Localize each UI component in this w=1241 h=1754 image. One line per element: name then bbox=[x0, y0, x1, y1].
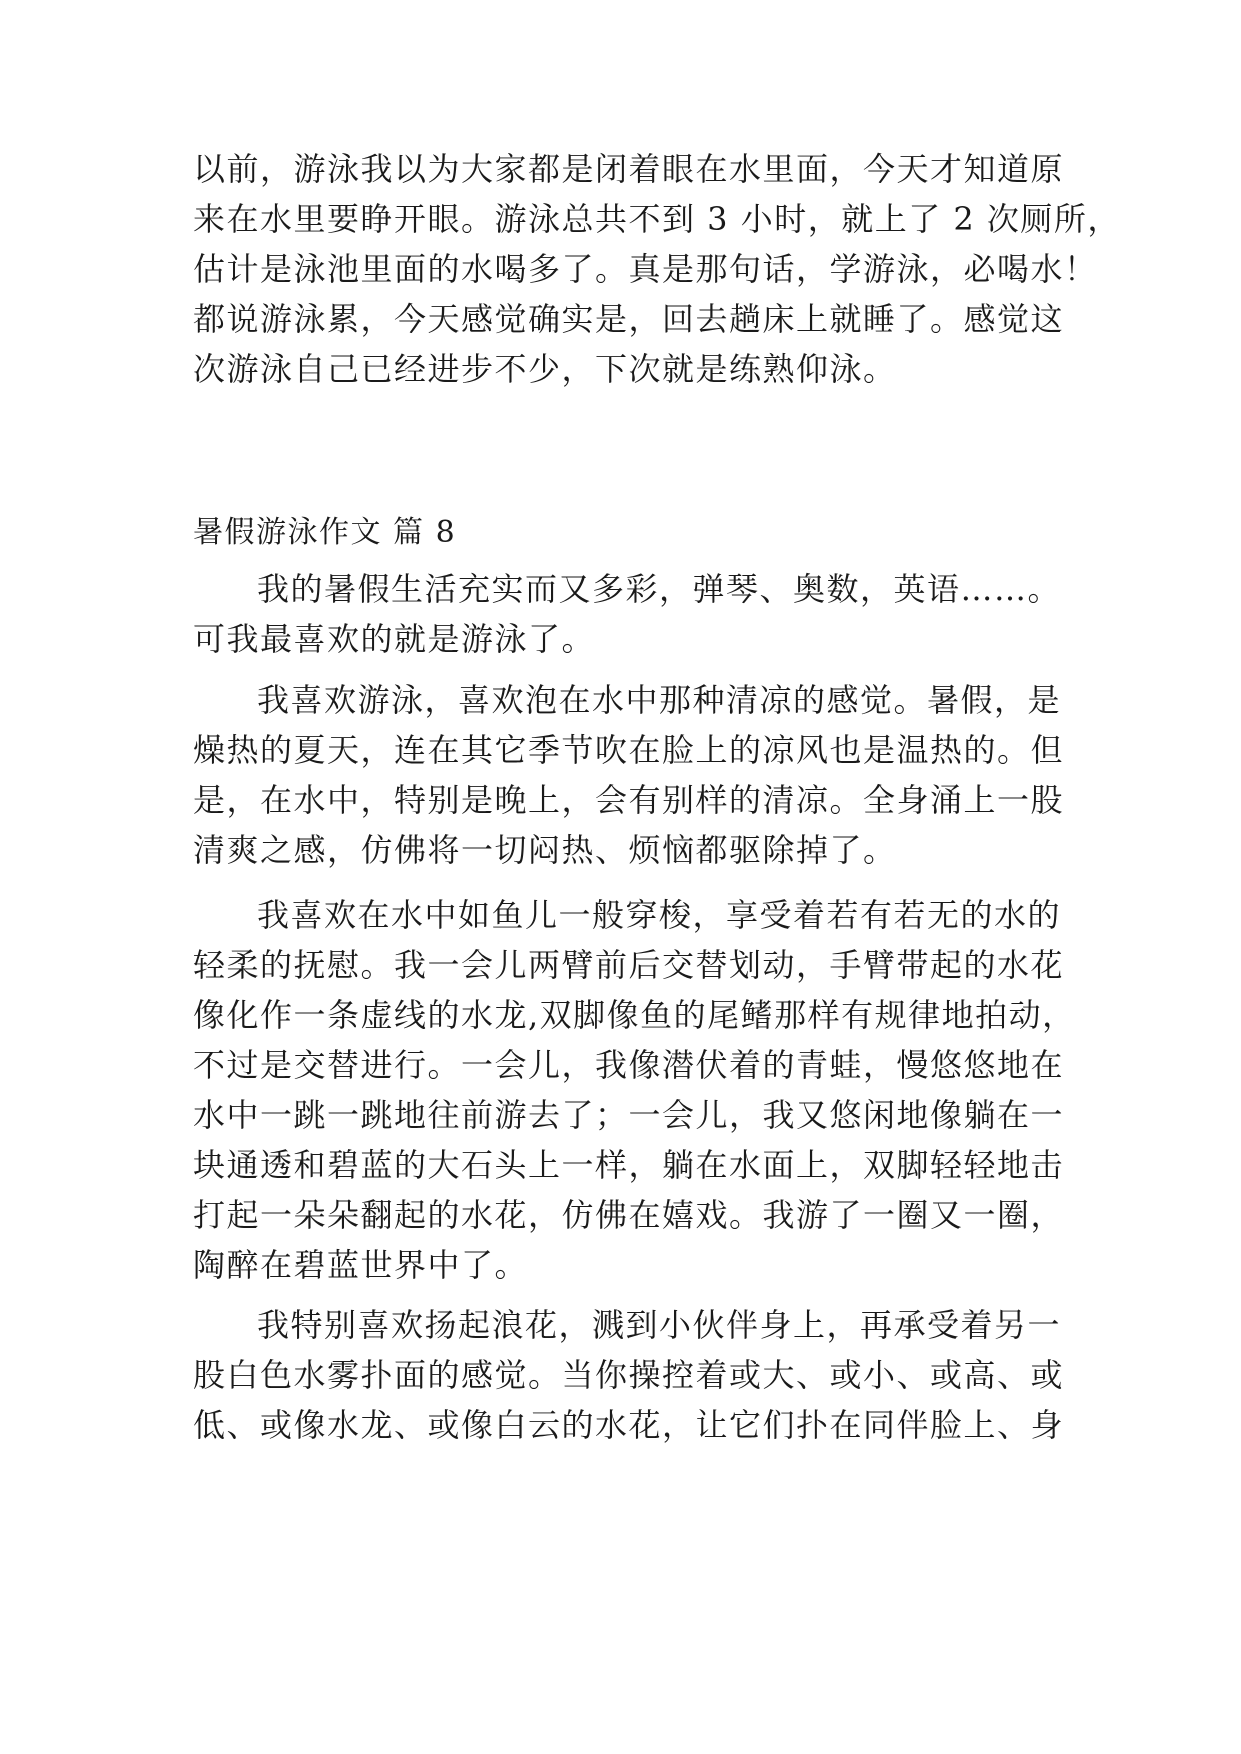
text-line: 次游泳自己已经进步不少，下次就是练熟仰泳。 bbox=[193, 350, 897, 388]
text-line: 我特别喜欢扬起浪花，溅到小伙伴身上，再承受着另一 bbox=[257, 1306, 1062, 1344]
text-line: 水中一跳一跳地往前游去了；一会儿，我又悠闲地像躺在一 bbox=[193, 1096, 1065, 1134]
section-heading: 暑假游泳作文 篇 8 bbox=[193, 515, 457, 550]
text-line: 我喜欢在水中如鱼儿一般穿梭，享受着若有若无的水的 bbox=[257, 896, 1062, 934]
text-line: 估计是泳池里面的水喝多了。真是那句话，学游泳，必喝水！ bbox=[193, 250, 1098, 288]
text-line: 是，在水中，特别是晚上，会有别样的清凉。全身涌上一股 bbox=[193, 781, 1065, 819]
text-line: 可我最喜欢的就是游泳了。 bbox=[193, 620, 596, 658]
text-line: 块通透和碧蓝的大石头上一样，躺在水面上，双脚轻轻地击 bbox=[193, 1146, 1065, 1184]
text-line: 燥热的夏天，连在其它季节吹在脸上的凉风也是温热的。但 bbox=[193, 731, 1065, 769]
text-line: 以前，游泳我以为大家都是闭着眼在水里面，今天才知道原 bbox=[193, 150, 1065, 188]
text-line: 打起一朵朵翻起的水花，仿佛在嬉戏。我游了一圈又一圈， bbox=[193, 1196, 1065, 1234]
text-line: 清爽之感，仿佛将一切闷热、烦恼都驱除掉了。 bbox=[193, 831, 897, 869]
text-line: 股白色水雾扑面的感觉。当你操控着或大、或小、或高、或 bbox=[193, 1356, 1065, 1394]
text-line: 我的暑假生活充实而又多彩，弹琴、奥数，英语……。 bbox=[257, 570, 1062, 608]
text-line: 来在水里要睁开眼。游泳总共不到 3 小时，就上了 2 次厕所， bbox=[193, 200, 1121, 238]
text-line: 都说游泳累，今天感觉确实是，回去趟床上就睡了。感觉这 bbox=[193, 300, 1065, 338]
text-line: 不过是交替进行。一会儿，我像潜伏着的青蛙，慢悠悠地在 bbox=[193, 1046, 1065, 1084]
text-line: 我喜欢游泳，喜欢泡在水中那种清凉的感觉。暑假，是 bbox=[257, 681, 1062, 719]
text-line: 轻柔的抚慰。我一会儿两臂前后交替划动，手臂带起的水花 bbox=[193, 946, 1065, 984]
text-line: 低、或像水龙、或像白云的水花，让它们扑在同伴脸上、身 bbox=[193, 1406, 1065, 1444]
text-line: 陶醉在碧蓝世界中了。 bbox=[193, 1246, 529, 1284]
text-line: 像化作一条虚线的水龙,双脚像鱼的尾鳍那样有规律地拍动， bbox=[193, 996, 1076, 1034]
